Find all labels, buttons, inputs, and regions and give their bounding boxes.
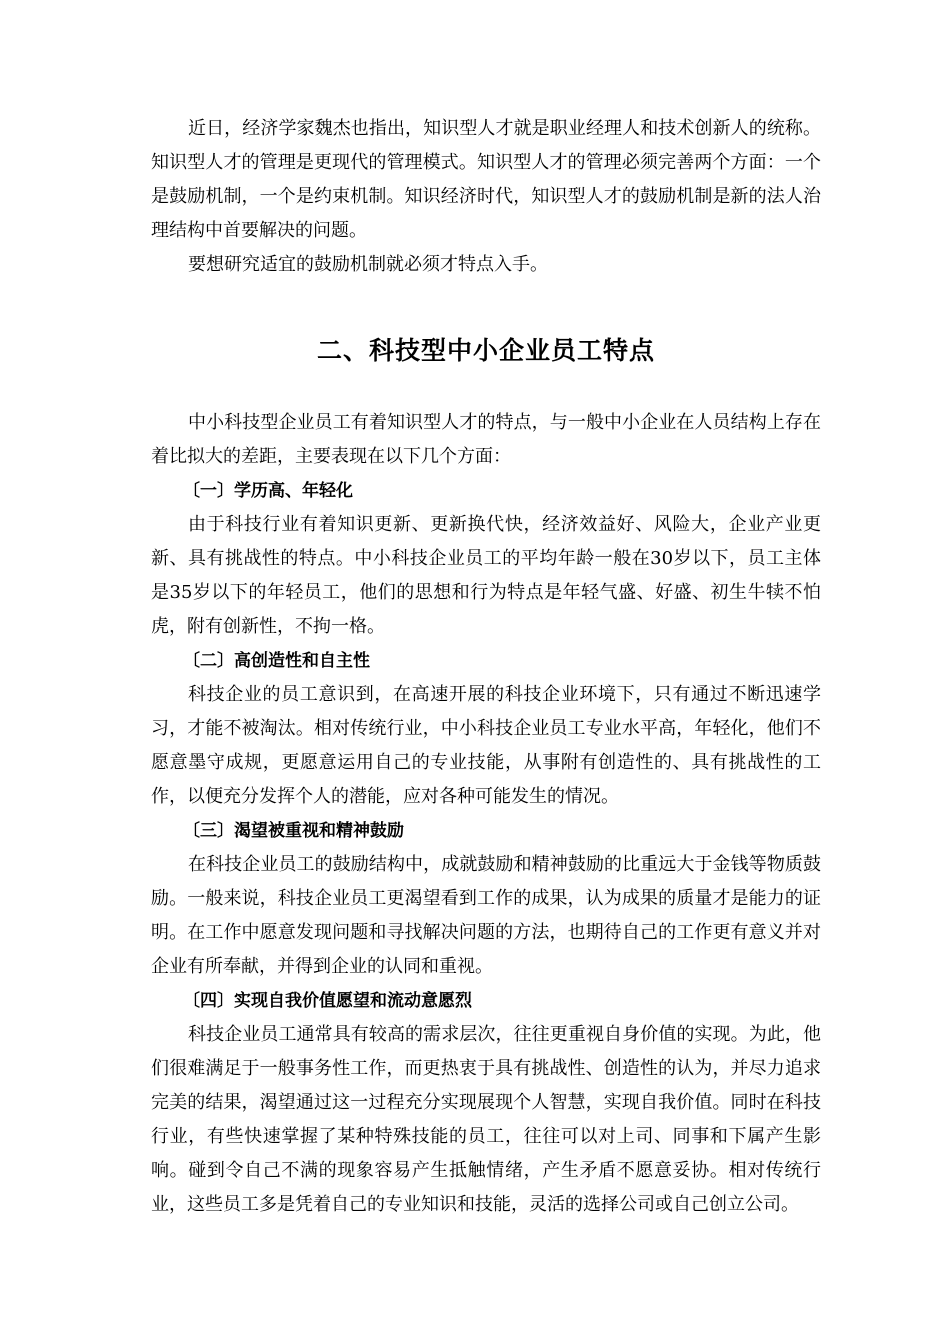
characteristic-item-1 — [151, 474, 821, 644]
characteristic-heading-2: 〔二〕高创造性和自主性 — [183, 651, 370, 671]
characteristic-heading-3: 〔三〕渴望被重视和精神鼓励 — [183, 821, 404, 841]
characteristic-body-2: 科技企业的员工意识到，在高速开展的科技企业环境下，只有通过不断迅速学习，才能不被淘汰。相对传统行业，中小科技企业员工专业水平高，年轻化，他们不愿意墨守成规，更愿意运用自己的专业技能，从事附有创造性的、具有挑战性的工作，以便充分发挥个人的潜能，应对各种可能发生的情况。 — [151, 684, 821, 807]
intro-paragraph-1: 近日，经济学家魏杰也指出，知识型人才就是职业经理人和技术创新人的统称。知识型人才的管理是更现代的管理模式。知识型人才的管理必须完善两个方面：一个是鼓励机制，一个是约束机制。知识经济时代，知识型人才的鼓励机制是新的法人治理结构中首要解决的问题。 — [151, 118, 821, 241]
intro-paragraph-2: 要想研究适宜的鼓励机制就必须才特点入手。 — [188, 254, 548, 275]
section-title: 二、科技型中小企业员工特点 — [316, 336, 655, 365]
characteristic-body-1: 由于科技行业有着知识更新、更新换代快，经济效益好、风险大，企业产业更新、具有挑战性的特点。中小科技企业员工的平均年龄一般在30岁以下，员工主体是35岁以下的年轻员工，他们的思想和行为特点是年轻气盛、好盛、初生牛犊不怕虎，附有创新性，不拘一格。 — [151, 514, 821, 637]
characteristic-item-4 — [151, 984, 821, 1222]
characteristic-heading-1: 〔一〕学历高、年轻化 — [183, 481, 353, 501]
characteristic-body-4: 科技企业员工通常具有较高的需求层次，往往更重视自身价值的实现。为此，他们很难满足于一般事务性工作，而更热衷于具有挑战性、创造性的认为，并尽力追求完美的结果，渴望通过这一过程充分实现展现个人智慧，实现自我价值。同时在科技行业，有些快速掌握了某种特殊技能的员工，往往可以对上司、同事和下属产生影响。碰到令自己不满的现象容易产生抵触情绪，产生矛盾不愿意妥协。相对传统行业，这些员工多是凭着自己的专业知识和技能，灵活的选择公司或自己创立公司。 — [151, 1024, 821, 1215]
section-lead-paragraph: 中小科技型企业员工有着知识型人才的特点，与一般中小企业在人员结构上存在着比拟大的差距，主要表现在以下几个方面： — [151, 412, 821, 467]
characteristic-item-2 — [151, 644, 821, 814]
characteristic-heading-4: 〔四〕实现自我价值愿望和流动意愿烈 — [183, 991, 472, 1011]
characteristic-body-3: 在科技企业员工的鼓励结构中，成就鼓励和精神鼓励的比重远大于金钱等物质鼓励。一般来说，科技企业员工更渴望看到工作的成果，认为成果的质量才是能力的证明。在工作中愿意发现问题和寻找解决问题的方法，也期待自己的工作更有意义并对企业有所奉献，并得到企业的认同和重视。 — [151, 854, 821, 977]
characteristic-item-3 — [151, 814, 821, 984]
document-body — [151, 112, 821, 1222]
